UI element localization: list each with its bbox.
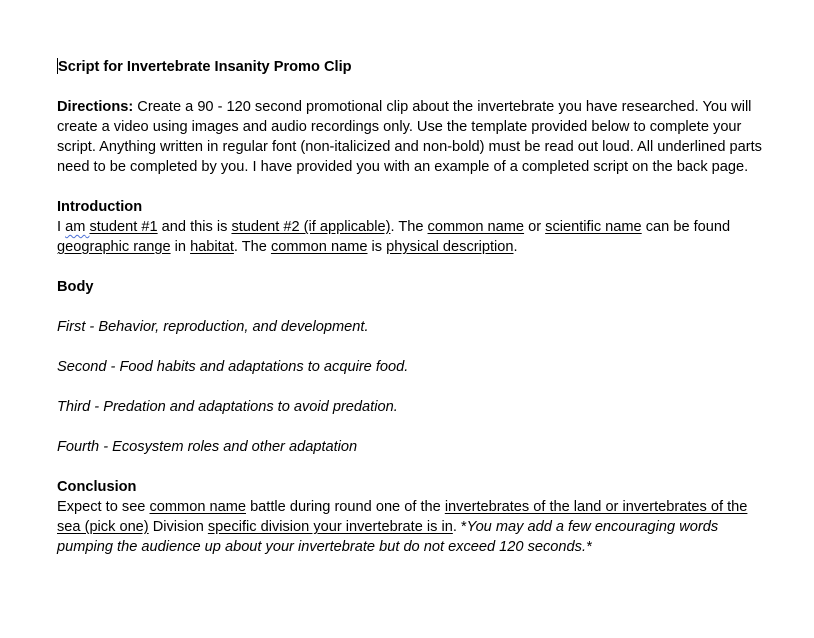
placeholder-student-2: student #2 (if applicable) [231, 219, 391, 235]
intro-text: . The [390, 219, 428, 235]
placeholder-student-1: student #1 [89, 219, 158, 235]
intro-text: or [524, 219, 546, 235]
conclusion-text: . * [452, 519, 467, 535]
introduction-line-1 [57, 217, 772, 237]
placeholder-pick-one: sea (pick one) [57, 519, 149, 535]
body-heading: Body [57, 279, 94, 295]
conclusion-note: You may add a few encouraging words [466, 519, 719, 535]
intro-text: and this is [157, 219, 232, 235]
conclusion-line-2 [57, 517, 772, 537]
placeholder-geographic-range: geographic range [57, 239, 171, 255]
body-second: Second - Food habits and adaptations to acquire food. [57, 359, 409, 375]
conclusion-line-1 [57, 497, 772, 517]
placeholder-common-name: common name [427, 219, 525, 235]
conclusion-text: battle during round one of the [246, 499, 445, 515]
body-fourth: Fourth - Ecosystem roles and other adaptation [57, 439, 358, 455]
spellcheck-word: am [65, 219, 86, 235]
intro-text: . [513, 239, 518, 255]
intro-text: I [57, 219, 66, 235]
document-page[interactable] [57, 57, 772, 557]
conclusion-line-3: pumping the audience up about your invertebrate but do not exceed 120 seconds.* [57, 539, 592, 555]
intro-text: is [367, 239, 387, 255]
directions-label: Directions: [57, 99, 134, 115]
directions-text: Create a 90 - 120 second promotional clip about the invertebrate you have researched. You will create a video using images and audio recordings only. Use the template provided below to complete your script. Anything written in regular font (non-italicized and non-bold) must be read out loud. All underlined parts need to be completed by you. I have provided you with an example of a completed script on the back page. [57, 99, 762, 175]
intro-text: can be found [641, 219, 731, 235]
placeholder-habitat: habitat [190, 239, 234, 255]
placeholder-common-name: common name [270, 239, 368, 255]
intro-text: in [170, 239, 191, 255]
introduction-heading: Introduction [57, 199, 143, 215]
document-title [57, 57, 772, 77]
introduction-line-2 [57, 237, 772, 257]
conclusion-heading: Conclusion [57, 479, 137, 495]
placeholder-scientific-name: scientific name [545, 219, 642, 235]
intro-text: . The [233, 239, 271, 255]
placeholder-physical-description: physical description [386, 239, 514, 255]
placeholder-specific-division: specific division your invertebrate is in [207, 519, 453, 535]
directions-paragraph [57, 97, 772, 177]
placeholder-division-choice: invertebrates of the land or invertebrates of the [444, 499, 748, 515]
placeholder-common-name: common name [149, 499, 247, 515]
conclusion-text: Division [148, 519, 208, 535]
body-first: First - Behavior, reproduction, and development. [57, 319, 369, 335]
document-title-text: Script for Invertebrate Insanity Promo Clip [58, 59, 352, 75]
body-third: Third - Predation and adaptations to avoid predation. [57, 399, 398, 415]
conclusion-text: Expect to see [57, 499, 150, 515]
